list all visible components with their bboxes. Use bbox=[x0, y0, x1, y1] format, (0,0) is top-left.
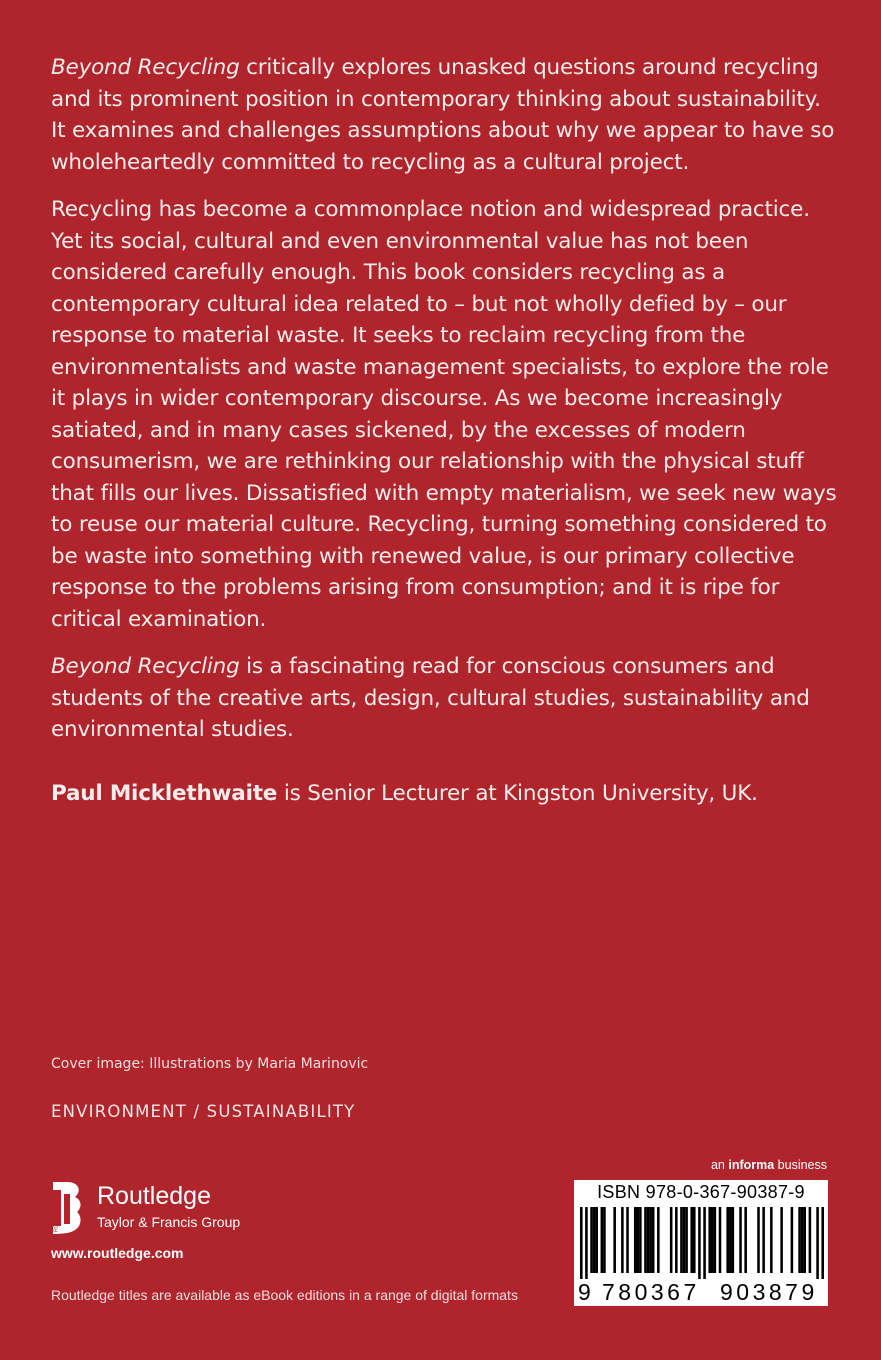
blurb-paragraph-2: Recycling has become a commonplace notion and widespread practice. Yet its social, cultural and even environmental value has not been considered carefully enough. This book considers recycling as a contemporary cultural idea related to – but not wholly defied by – our response to material waste. It seeks to reclaim recycling from the environmentalists and waste management specialists, to explore the role it plays in wider contemporary discourse. As we become increasingly satiated, and in many cases sickened, by the excesses of modern consumerism, we are rethinking our relationship with the physical stuff that fills our lives. Dissatisfied with empty materialism, we seek new ways to reuse our material culture. Recycling, turning something considered to be waste into something with renewed value, is our primary collective response to the problems arising from consumption; and it is ripe for critical examination. bbox=[51, 197, 837, 632]
informa-prefix: an bbox=[710, 1158, 729, 1172]
book-title-italic: Beyond Recycling bbox=[51, 55, 240, 80]
logo-vertical-text: ROUTLEDGE bbox=[53, 1200, 60, 1232]
barcode-bar bbox=[585, 1207, 588, 1279]
author-bio bbox=[51, 778, 841, 810]
barcode-bar bbox=[626, 1207, 629, 1273]
barcode-bar bbox=[744, 1207, 747, 1273]
barcode-bar bbox=[762, 1207, 765, 1273]
barcode-bar bbox=[621, 1207, 624, 1273]
barcode-bar bbox=[649, 1207, 652, 1273]
cover-image-credit: Cover image: Illustrations by Maria Marinovic bbox=[51, 1056, 369, 1072]
ean-first-digit: 9 bbox=[578, 1279, 591, 1305]
barcode-bar bbox=[603, 1207, 606, 1273]
book-title-italic: Beyond Recycling bbox=[51, 654, 240, 679]
barcode-bar bbox=[675, 1207, 678, 1273]
barcode-bar bbox=[595, 1207, 598, 1273]
ean-left-group: 780367 bbox=[602, 1279, 700, 1305]
isbn-label: ISBN 978-0-367-90387-9 bbox=[597, 1182, 805, 1202]
barcode-bar bbox=[714, 1207, 717, 1273]
routledge-logo-icon bbox=[51, 1180, 85, 1236]
publisher-name: Routledge bbox=[97, 1182, 211, 1210]
barcode-bar bbox=[816, 1207, 819, 1279]
barcode-bar bbox=[685, 1207, 688, 1273]
barcode-bar bbox=[732, 1207, 735, 1273]
ebook-availability-note: Routledge titles are available as eBook editions in a range of digital formats bbox=[51, 1287, 518, 1303]
barcode-bar bbox=[803, 1207, 806, 1273]
blurb-paragraph-1 bbox=[51, 52, 841, 178]
barcode-bars bbox=[580, 1207, 824, 1279]
barcode-bar bbox=[639, 1207, 642, 1273]
barcode-bar bbox=[780, 1207, 783, 1273]
barcode-bar bbox=[670, 1207, 673, 1273]
barcode-bar bbox=[719, 1207, 722, 1273]
barcode-bar bbox=[601, 1207, 604, 1273]
barcode-bar bbox=[703, 1207, 706, 1279]
barcode-bar bbox=[708, 1207, 711, 1273]
barcode-bar bbox=[798, 1207, 801, 1273]
barcode-bar bbox=[590, 1207, 593, 1273]
publisher-website: www.routledge.com bbox=[51, 1245, 184, 1261]
barcode-bar bbox=[652, 1207, 655, 1273]
barcode-bar bbox=[634, 1207, 637, 1273]
isbn-barcode bbox=[574, 1180, 828, 1306]
author-affiliation: is Senior Lecturer at Kingston University, UK. bbox=[277, 780, 758, 806]
informa-suffix: business bbox=[774, 1158, 827, 1172]
informa-tagline bbox=[711, 1158, 827, 1172]
barcode-bar bbox=[757, 1207, 760, 1273]
barcode-bar bbox=[683, 1207, 686, 1273]
barcode-bar bbox=[711, 1207, 714, 1273]
publisher-block bbox=[51, 1180, 311, 1240]
barcode-bar bbox=[680, 1207, 683, 1273]
barcode-bar bbox=[613, 1207, 616, 1273]
blurb-text: is a fascinating read for conscious consumers and students of the creative arts, design, cultural studies, sustainability and environmental studies. bbox=[51, 654, 810, 742]
barcode-bar bbox=[729, 1207, 732, 1273]
author-name: Paul Micklethwaite bbox=[51, 780, 278, 806]
barcode-bar bbox=[647, 1207, 650, 1273]
ean-right-group: 903879 bbox=[720, 1279, 818, 1305]
back-cover-blurb bbox=[51, 52, 841, 825]
barcode-bar bbox=[801, 1207, 804, 1273]
barcode-bar bbox=[698, 1207, 701, 1279]
barcode-bar bbox=[809, 1207, 812, 1273]
barcode-bar bbox=[690, 1207, 693, 1273]
barcode-bar bbox=[580, 1207, 583, 1279]
barcode-bar bbox=[593, 1207, 596, 1273]
publisher-group: Taylor & Francis Group bbox=[97, 1214, 241, 1230]
ean-digits bbox=[574, 1279, 828, 1305]
barcode-bar bbox=[821, 1207, 824, 1279]
blurb-text: critically explores unasked questions around recycling and its prominent position in contemporary thinking about sustainability. It examines and challenges assumptions about why we appear to have so wholeheartedly committed to recycling as a cultural project. bbox=[51, 55, 835, 175]
informa-brand: informa bbox=[728, 1158, 775, 1172]
barcode-bar bbox=[637, 1207, 640, 1273]
blurb-paragraph-3 bbox=[51, 651, 841, 746]
barcode-bar bbox=[770, 1207, 773, 1273]
subject-category: ENVIRONMENT / SUSTAINABILITY bbox=[51, 1102, 356, 1121]
barcode-bar bbox=[693, 1207, 696, 1273]
barcode-bar bbox=[791, 1207, 794, 1273]
barcode-bar bbox=[739, 1207, 742, 1273]
barcode-bar bbox=[657, 1207, 660, 1273]
barcode-bar bbox=[644, 1207, 647, 1273]
barcode-bar bbox=[726, 1207, 729, 1273]
